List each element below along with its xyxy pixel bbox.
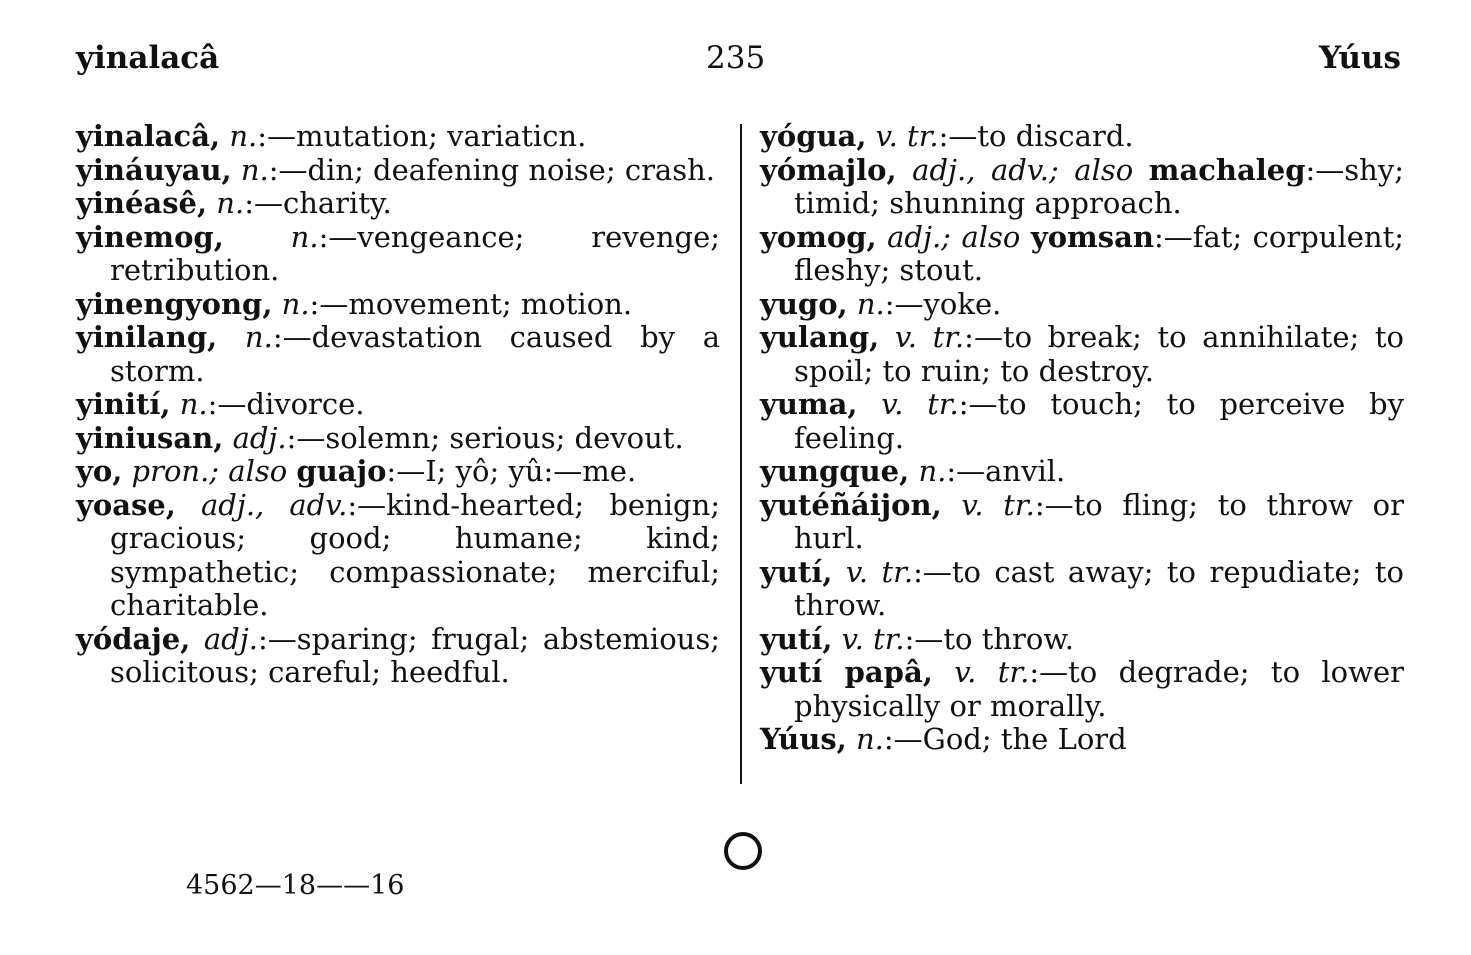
dictionary-entry: yinalacâ, n.:—mutation; variaticn. [76, 119, 587, 153]
dictionary-entry: yungque, n.:—anvil. [760, 454, 1066, 488]
dictionary-entry: yulang, v. tr.:—to break; to annihilate; to spoil; to ruin; to destroy. [760, 320, 1405, 388]
dictionary-entry: yuma, v. tr.:—to touch; to perceive by feeling. [760, 387, 1404, 455]
dictionary-entry: yo, pron.; also guajo:—I; yô; yû:—me. [76, 454, 637, 488]
dictionary-entry: yómajlo, adj., adv.; also machaleg:—shy; timid; shunning approach. [760, 152, 1405, 220]
dictionary-entry: yutí papâ, v. tr.:—to degrade; to lower physically or morally. [760, 655, 1404, 723]
dictionary-entry: yugo, n.:—yoke. [760, 286, 1002, 321]
running-head-right: Yúus [1319, 40, 1401, 76]
print-code: 4562—18——16 [186, 870, 405, 901]
dictionary-entry: yinilang, n.:—devastation caused by a storm. [76, 320, 720, 388]
dictionary-entry: yinéasê, n.:—charity. [76, 186, 392, 220]
dictionary-entry: yoase, adj., adv.:—kind-hearted; benign; gracious; good; humane; kind; sympathetic; compassionate; merciful; charitable. [76, 487, 721, 622]
page-number: 235 [706, 40, 766, 76]
dictionary-entry: yógua, v. tr.:—to discard. [760, 119, 1134, 153]
dictionary-entry: yutí, v. tr.:—to throw. [760, 621, 1074, 656]
dictionary-entry: yináuyau, n.:—din; deafening noise; crash. [76, 152, 715, 187]
right-column [760, 120, 1404, 757]
running-head-left: yinalacâ [76, 40, 220, 76]
dictionary-entry: yiniusan, adj.:—solemn; serious; devout. [76, 420, 684, 455]
dictionary-entry: yinengyong, n.:—movement; motion. [76, 286, 633, 321]
dictionary-entry: yódaje, adj.:—sparing; frugal; abstemious; solicitous; careful; heedful. [76, 621, 720, 689]
column-divider [740, 124, 742, 784]
dictionary-entry: yutí, v. tr.:—to cast away; to repudiate; to throw. [760, 554, 1404, 622]
left-column [76, 120, 720, 690]
binding-hole-mark [724, 832, 762, 870]
dictionary-entry: yinemog, n.:—vengeance; revenge; retribution. [76, 219, 721, 287]
dictionary-entry: yomog, adj.; also yomsan:—fat; corpulent; fleshy; stout. [760, 219, 1405, 287]
dictionary-entry: yinití, n.:—divorce. [76, 387, 365, 421]
dictionary-entry: Yúus, n.:—God; the Lord [760, 722, 1127, 756]
dictionary-entry: yutéñáijon, v. tr.:—to fling; to throw or hurl. [760, 487, 1404, 555]
